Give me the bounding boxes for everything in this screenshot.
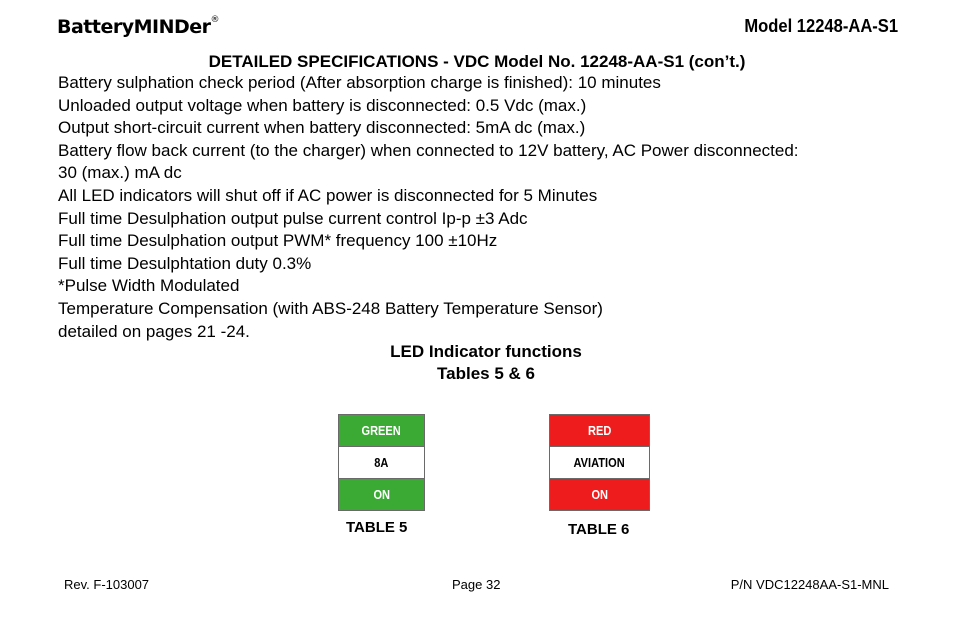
footer-page-number: Page 32 xyxy=(452,577,501,592)
registered-mark: ® xyxy=(210,14,220,25)
led-state-cell: ON xyxy=(550,479,650,511)
spec-line: Unloaded output voltage when battery is disconnected: 0.5 Vdc (max.) xyxy=(58,95,587,115)
led-heading-line1: LED Indicator functions xyxy=(390,342,582,361)
spec-line: detailed on pages 21 -24. xyxy=(58,321,250,341)
brand-logo xyxy=(57,16,219,38)
led-heading-line2: Tables 5 & 6 xyxy=(437,364,535,383)
spec-line: Full time Desulphation output pulse current control Ip-p ±3 Adc xyxy=(58,208,528,228)
spec-line: 30 (max.) mA dc xyxy=(58,163,182,183)
spec-line: Full time Desulphtation duty 0.3% xyxy=(58,253,312,273)
led-table-5 xyxy=(338,414,425,511)
spec-line: Battery flow back current (to the charger) when connected to 12V battery, AC Power disconnected: xyxy=(58,140,799,160)
spec-line: Full time Desulphation output PWM* frequency 100 ±10Hz xyxy=(58,231,498,251)
led-mode-cell: AVIATION xyxy=(550,447,650,479)
spec-line: *Pulse Width Modulated xyxy=(58,276,240,296)
brand-name: BatteryMINDer xyxy=(57,16,211,38)
led-color-cell: GREEN xyxy=(339,415,425,447)
footer-part-number: P/N VDC12248AA-S1-MNL xyxy=(730,577,889,592)
led-mode-cell: 8A xyxy=(339,447,425,479)
led-table-6 xyxy=(549,414,650,511)
model-number: Model 12248-AA-S1 xyxy=(744,16,898,36)
spec-line: Output short-circuit current when battery disconnected: 5mA dc (max.) xyxy=(58,118,586,138)
table-6-caption: TABLE 6 xyxy=(568,521,630,538)
led-state-cell: ON xyxy=(339,479,425,511)
led-heading xyxy=(0,341,954,385)
spec-line: All LED indicators will shut off if AC power is disconnected for 5 Minutes xyxy=(58,185,598,205)
footer-revision: Rev. F-103007 xyxy=(64,577,150,592)
table-5-caption: TABLE 5 xyxy=(346,519,408,536)
led-color-cell: RED xyxy=(550,415,650,447)
spec-list xyxy=(58,72,898,343)
spec-title: DETAILED SPECIFICATIONS - VDC Model No. 12248-AA-S1 (con’t.) xyxy=(208,52,746,71)
spec-line: Temperature Compensation (with ABS-248 Battery Temperature Sensor) xyxy=(58,298,603,318)
spec-line: Battery sulphation check period (After absorption charge is finished): 10 minutes xyxy=(58,73,661,92)
